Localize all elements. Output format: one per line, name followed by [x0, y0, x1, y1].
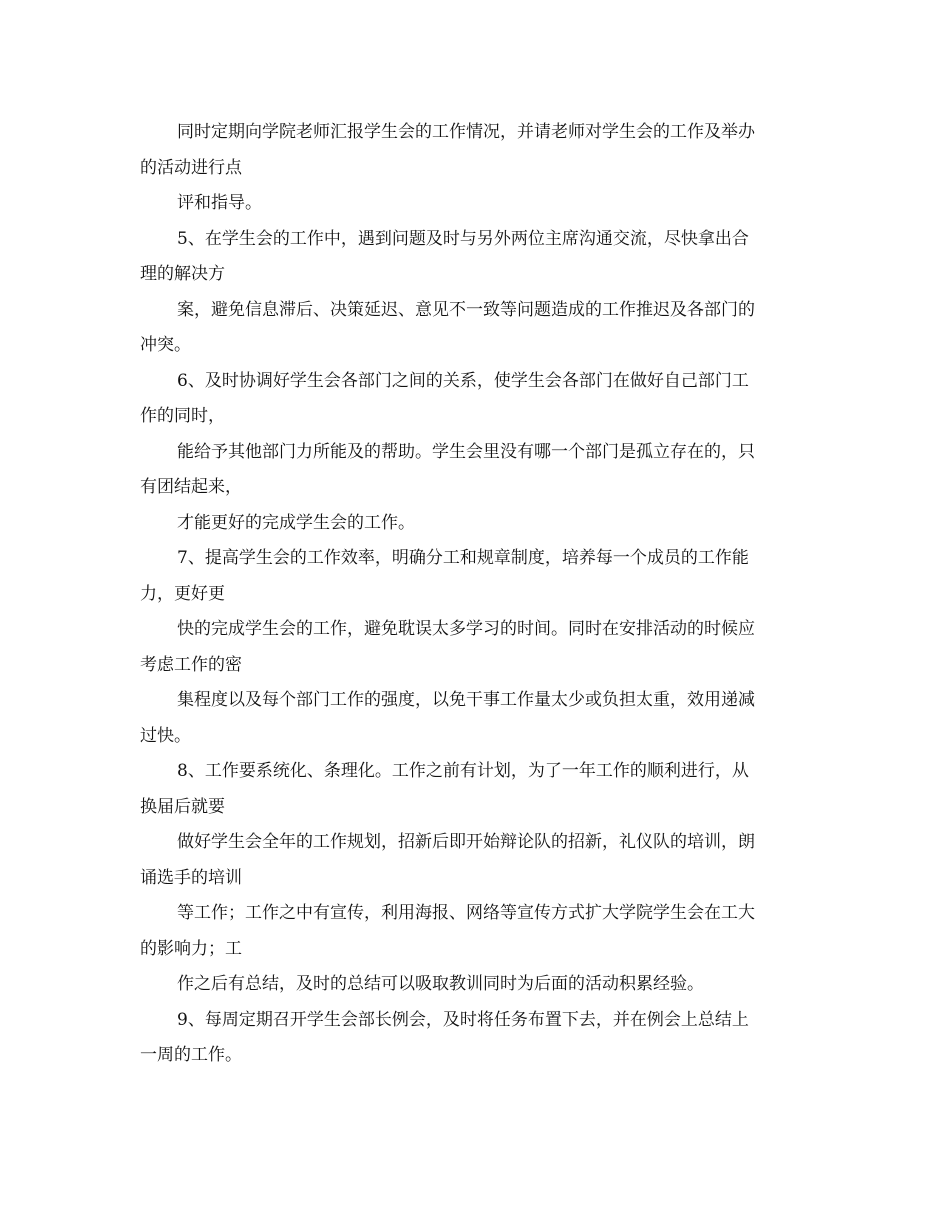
text-line: 6、及时协调好学生会各部门之间的关系，使学生会各部门在做好自己部门工	[177, 370, 749, 391]
text-line: 5、在学生会的工作中，遇到问题及时与另外两位主席沟通交流，尽快拿出合	[177, 228, 749, 249]
text-line: 的活动进行点	[140, 157, 242, 178]
text-line: 过快。	[140, 725, 191, 746]
text-line: 等工作；工作之中有宣传，利用海报、网络等宣传方式扩大学院学生会在工大	[177, 903, 755, 923]
text-line: 考虑工作的密	[140, 654, 242, 675]
text-line: 力，更好更	[140, 583, 225, 604]
text-line: 的影响力；工	[140, 938, 242, 959]
text-line: 才能更好的完成学生会的工作。	[177, 512, 415, 533]
text-line: 作之后有总结，及时的总结可以吸取教训同时为后面的活动积累经验。	[177, 974, 704, 994]
text-line: 换届后就要	[140, 796, 225, 817]
text-line: 7、提高学生会的工作效率，明确分工和规章制度，培养每一个成员的工作能	[177, 548, 749, 568]
text-line: 作的同时，	[140, 406, 225, 426]
text-line: 有团结起来，	[140, 477, 242, 497]
text-line: 冲突。	[140, 335, 191, 355]
text-line: 做好学生会全年的工作规划，招新后即开始辩论队的招新，礼仪队的培训，朗	[177, 832, 755, 852]
text-line: 理的解决方	[140, 264, 225, 284]
text-line: 评和指导。	[177, 193, 262, 213]
text-line: 9、每周定期召开学生会部长例会，及时将任务布置下去，并在例会上总结上	[177, 1009, 749, 1030]
text-line: 一周的工作。	[140, 1045, 242, 1065]
text-line: 8、工作要系统化、条理化。工作之前有计划，为了一年工作的顺利进行，从	[177, 761, 749, 781]
text-line: 同时定期向学院老师汇报学生会的工作情况，并请老师对学生会的工作及举办	[177, 122, 755, 142]
body-text	[140, 115, 820, 1074]
text-line: 诵选手的培训	[140, 867, 242, 888]
text-line: 快的完成学生会的工作，避免耽误太多学习的时间。同时在安排活动的时候应	[177, 619, 755, 639]
text-line: 集程度以及每个部门工作的强度，以免干事工作量太少或负担太重，效用递减	[177, 690, 755, 710]
text-line: 能给予其他部门力所能及的帮助。学生会里没有哪一个部门是孤立存在的，只	[177, 441, 755, 462]
text-line: 案，避免信息滞后、决策延迟、意见不一致等问题造成的工作推迟及各部门的	[177, 299, 755, 320]
